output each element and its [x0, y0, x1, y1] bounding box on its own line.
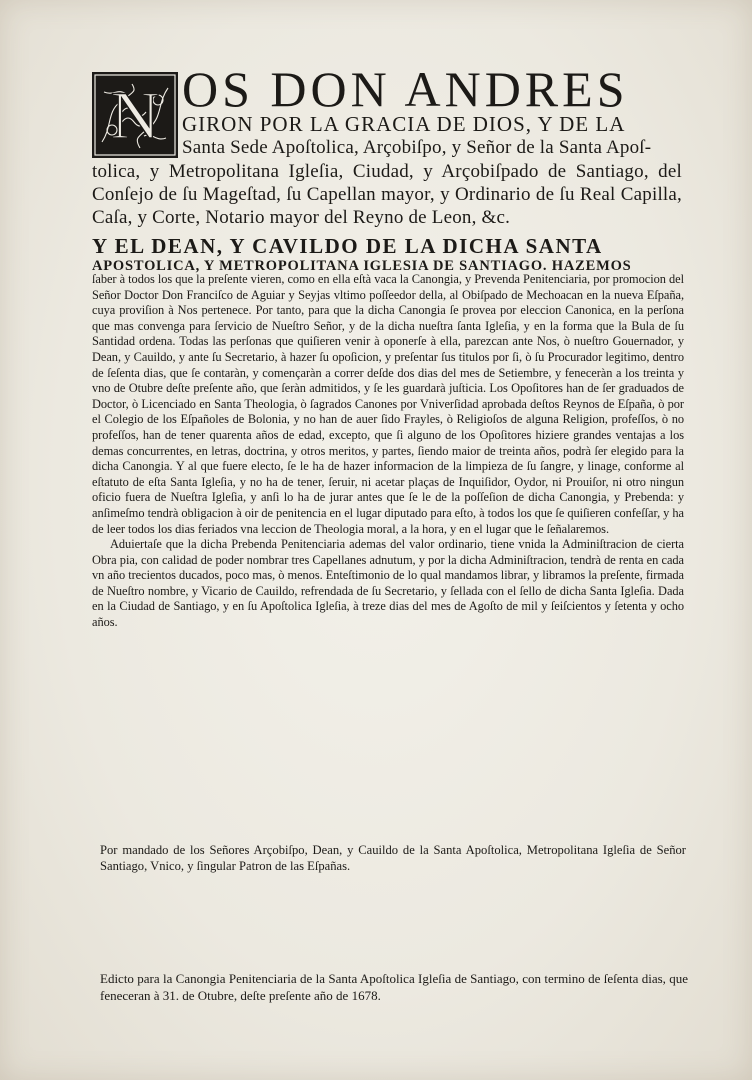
headline: OS DON ANDRES — [182, 61, 629, 117]
title-continuation: tolica, y Metropolitana Igleſia, Ciudad, y Arçobiſpado de Santiago, del Conſejo de ſu Mageſtad, ſu Capellan mayor, y Ordinario de ſu Real Capilla, Caſa, y Corte, Notario mayor del Reyno de Leon, &c. — [92, 161, 682, 228]
ornament-initial-icon — [92, 72, 178, 158]
mandate-text: Por mandado de los Señores Arçobiſpo, Dean, y Cauildo de la Santa Apoſtolica, Metropolitana Igleſia de Señor Santiago, Vnico, y ſingular Patron de las Eſpañas. — [100, 843, 686, 873]
section-subheading: APOSTOLICA, Y METROPOLITANA IGLESIA DE SANTIAGO. HAZEMOS — [92, 258, 632, 274]
title-block — [182, 113, 682, 159]
title-line-1: GIRON POR LA GRACIA DE DIOS, Y DE LA — [182, 112, 626, 136]
title-line-2: Santa Sede Apoſtolica, Arçobiſpo, y Señor de la Santa Apoſ- — [182, 137, 652, 158]
initial-letter: N — [110, 77, 160, 153]
edict-text: Edicto para la Canongia Penitenciaria de la Santa Apoſtolica Igleſia de Santiago, con termino de ſeſenta dias, que feneceran à 31. de Otubre, deſte preſente año de 1678. — [100, 971, 688, 1003]
body-paragraph-2: Aduiertaſe que la dicha Prebenda Penitenciaria ademas del valor ordinario, tiene vnida la Adminiſtracion de cierta Obra pia, con calidad de poder nombrar tres Capellanes adnutum, y por la dicha Adminiſtracion, tendrà de renta en cada vn año trecientos ducados, poco mas, ò menos. Enteſtimonio de lo qual mandamos librar, y libramos la preſente, firmada de Nueſtro nombre, y Vicario de Cauildo, refrendada de ſu Secretario, y ſellada con el ſello de dicha Santa Igleſia. Dada en la Ciudad de Santiago, y en ſu Apoſtolica Igleſia, à treze dias del mes de Agoſto de mil y ſeiſcientos y ſetenta y ocho años. — [92, 537, 684, 630]
body-paragraph-1: ſaber à todos los que la preſente vieren, como en ella eſtà vaca la Canongia, y Prevenda Penitenciaria, por promocion del Señor Doctor Don Franciſco de Aguiar y Seyjas vltimo poſſeedor della, al Obiſpado de Mechoacan en la nueva Eſpaña, cuya proviſion à Nos pertenece. Por tanto, para que la dicha Canongia ſe provea por eleccion Canonica, en la perſona que mas convenga para ſervicio de Nueſtro Señor, y de la dicha nueſtra ſanta Igleſia, y en la forma que la Bula de ſu Santidad ordena. Todas las perſonas que quiſieren venir à oponerſe à ella, parezcan ante Nos, ò nueſtro Gouernador, y Dean, y Cauildo, y ante ſu Secretario, à hazer ſu opoſicion, y preſentar ſus titulos por ſi, ò ſu Procurador legitimo, dentro de ſeſenta dias, que ſe contaràn, y començaràn a correr deſde dos dias del mes de Setiembre, y feneceràn a los treinta y vno de Otubre deſte preſente año, que ſeràn admitidos, y ſe les guardarà juſticia. Los Opoſitores han de ſer graduados de Doctor, ò Licenciado en Santa Theologia, ò ſagrados Canones por Vniverſidad aprobada deſtos Reynos de Eſpaña, ò por el Colegio de los Eſpañoles de Bolonia, y no han de auer ſido Frayles, ò Religioſos de alguna Religion, profeſſos, ò no profeſſos, han de tener quarenta años de edad, excepto, que ſi alguno de los Opoſitores hiziere grandes ventajas a los demas concurrentes, en letras, doctrina, y otros meritos, y partes, ſiendo maior de treinta años, podrà ſer elegido para la dicha Canongia. Y al que fuere electo, ſe le ha de hazer informacion de la limpieza de ſu ſangre, y linage, conforme al eſtatuto de eſta Santa Igleſia, y no ha de tener, ſeruir, ni acetar plaças de Inquiſidor, Oydor, ni Prouiſor, ni otro ningun oficio fuera de Nueſtra Igleſia, y anſi lo ha de jurar antes que ſe le de la poſſeſion de dicha Canongia, y Prebenda: y anſimeſmo tendrà obligacion à oir de penitencia en el lugar diputado para eſto, à todos los que ſe quiſieren confeſſar, y ha de leer todos los dias feriados vna leccion de Theologia moral, a la hora, y en el lugar que le ſeñalaremos. — [92, 272, 684, 536]
decorated-initial-n — [92, 72, 178, 158]
body-text — [92, 272, 684, 631]
section-heading: Y EL DEAN, Y CAVILDO DE LA DICHA SANTA — [92, 234, 603, 258]
